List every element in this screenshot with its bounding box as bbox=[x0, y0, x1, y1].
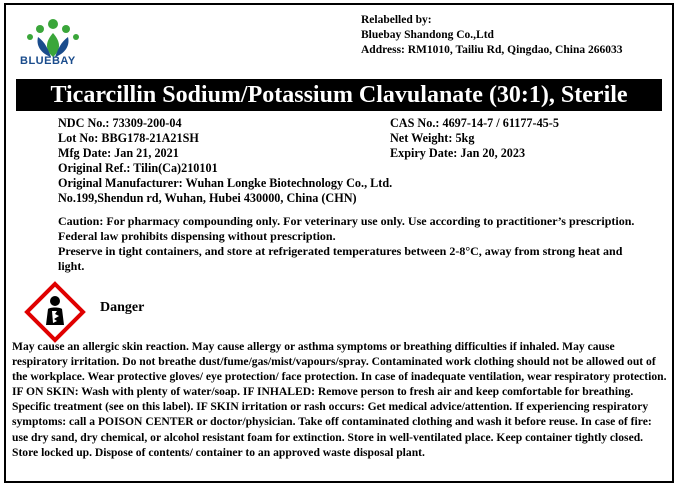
lot-number: Lot No: BBG178-21A21SH bbox=[58, 131, 199, 145]
manufacturer-address: No.199,Shendun rd, Wuhan, Hubei 430000, China (CHN) bbox=[58, 191, 357, 205]
storage-text: Preserve in tight containers, and store at refrigerated temperatures between 2-8°C, away from strong heat and light. bbox=[58, 244, 623, 273]
original-manufacturer: Original Manufacturer: Wuhan Longke Biotechnology Co., Ltd. bbox=[58, 176, 393, 190]
ndc-number: NDC No.: 73309-200-04 bbox=[58, 116, 182, 130]
hazard-statements: May cause an allergic skin reaction. May cause allergy or asthma symptoms or breathing difficulties if inhaled. May cause respiratory irritation. Do not breathe dust/fume/gas/mist/vapours/spray. Contaminated work clothing should not be allowed out of the workplace. Wear protective gloves/ eye protection/ face protection. In case of inadequate ventilation, wear respiratory protection. IF ON SKIN: Wash with plenty of water/soap. IF INHALED: Remove person to fresh air and keep comfortable for breathing. Specific treatment (see on this label). IF SKIN irritation or rash occurs: Get medical advice/attention. If experiencing respiratory symptoms: call a POISON CENTER or doctor/physician. Take off contaminated clothing and wash it before reuse. In case of fire: use dry sand, dry chemical, or alcohol resistant foam for extinction. Store in well-ventilated place. Keep container tightly closed. Store locked up. Dispose of contents/ container to an approved waste disposal plant. bbox=[12, 340, 667, 459]
info-left bbox=[58, 116, 392, 206]
relabel-address: Address: RM1010, Tailiu Rd, Qingdao, China 266033 bbox=[361, 44, 623, 56]
info-right bbox=[390, 116, 559, 161]
relabel-block bbox=[361, 13, 622, 58]
cas-number: CAS No.: 4697-14-7 / 61177-45-5 bbox=[390, 116, 559, 130]
expiry-date: Expiry Date: Jan 20, 2023 bbox=[390, 146, 526, 160]
signal-word: Danger bbox=[100, 300, 145, 315]
caution-block bbox=[58, 214, 648, 274]
product-title: Ticarcillin Sodium/Potassium Clavulanate (30:1), Sterile bbox=[16, 79, 662, 111]
relabel-company: Bluebay Shandong Co.,Ltd bbox=[361, 29, 494, 41]
original-ref: Original Ref.: Tilin(Ca)210101 bbox=[58, 161, 218, 175]
net-weight: Net Weight: 5kg bbox=[390, 131, 475, 145]
mfg-date: Mfg Date: Jan 21, 2021 bbox=[58, 146, 179, 160]
logo-text: BLUEBAY bbox=[20, 55, 76, 67]
relabel-heading: Relabelled by: bbox=[361, 14, 432, 26]
caution-text: Caution: For pharmacy compounding only. For veterinary use only. Use according to practitioner’s prescription. Federal law prohibits dispensing without prescription. bbox=[58, 214, 635, 243]
product-label bbox=[4, 3, 674, 483]
health-hazard-icon bbox=[24, 281, 86, 343]
